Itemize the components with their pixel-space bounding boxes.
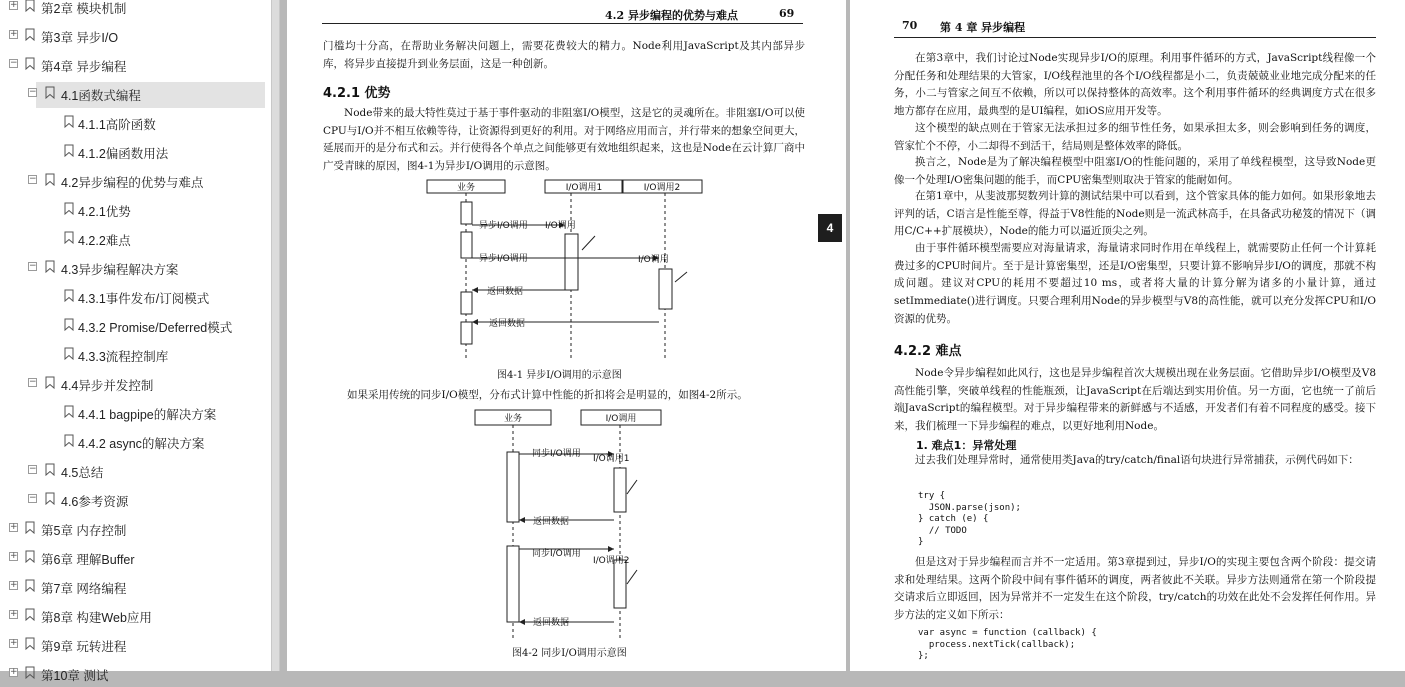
fig2-col2: I/O调用: [605, 414, 637, 424]
toc-item[interactable]: [0, 632, 271, 658]
figure-4-2-caption: 图4-2 同步I/O调用示意图: [512, 648, 627, 659]
fig1-col3: I/O调用2: [643, 183, 681, 193]
expand-toggle-icon[interactable]: −: [29, 261, 37, 271]
expand-toggle-icon[interactable]: −: [10, 58, 18, 68]
paragraph: 门槛均十分高，在帮助业务解决问题上，需要花费较大的精力。Node利用JavaScript及其内部异步库，将异步直接提升到业务层面，这是一种创新。: [323, 40, 805, 70]
fig1-io1: I/O调用: [545, 221, 576, 231]
bookmark-icon: [45, 463, 55, 476]
toc-item-label: 第8章 构建Web应用: [41, 611, 152, 625]
toc-item-label: 4.1.2偏函数用法: [78, 147, 169, 161]
toc-item-label: 第6章 理解Buffer: [41, 553, 135, 567]
toc-item-label: 4.3异步编程解决方案: [61, 263, 179, 277]
paragraph: Node带来的最大特性莫过于基于事件驱动的非阻塞I/O模型，这是它的灵魂所在。非阻塞I/O可以使CPU与I/O并不相互依赖等待，让资源得到更好的利用。对于网络应用而言，并行带来的想象空间更大，延展而开的是分布式和云。并行使得各个单点之间能够更有效地组织起来，这也是Node在云计算厂商中广受青睐的原因，图4-1为异步I/O调用的示意图。: [323, 107, 805, 173]
fig1-call1: 异步I/O调用: [479, 221, 528, 231]
header-rule: [322, 23, 803, 24]
subheading-difficulty-1: 1. 难点1：异常处理: [916, 439, 1017, 452]
paragraph: 但是这对于异步编程而言并不一定适用。第3章提到过，异步I/O的实现主要包含两个阶段：提交请求和处理结果。这两个阶段中间有事件循环的调度，两者彼此不关联。异步方法则通常在第一个阶段提交请求后立即返回，因为异常并不一定发生在这个阶段，try/catch的功效在此处不会发挥任何作用。异步方法的定义如下所示：: [894, 556, 1376, 622]
bookmark-sidebar: [0, 0, 271, 683]
toc-item-label: 4.4异步并发控制: [61, 379, 154, 393]
toc-item[interactable]: [0, 458, 271, 484]
expand-toggle-icon[interactable]: +: [10, 667, 18, 677]
toc-item-label: 4.3.2 Promise/Deferred模式: [78, 321, 233, 335]
paragraph: 在第1章中，从斐波那契数列计算的测试结果中可以看到，这个管家具体的能力如何。如果形象地去评判的话，C语言是性能至尊，得益于V8性能的Node则是一流武林高手，在具备武功秘笈的情况下（调用C/C++扩展模块），Node的能力可以逼近顶尖之列。: [894, 190, 1376, 238]
toc-item[interactable]: [0, 545, 271, 571]
fig2-ret1: 返回数据: [533, 517, 570, 527]
toc-item-label: 4.4.2 async的解决方案: [78, 437, 205, 451]
fig2-call1: 同步I/O调用: [532, 449, 581, 459]
code-block-async-definition: var async = function (callback) { process.nextTick(callback); };: [918, 628, 1097, 661]
bookmark-icon: [64, 144, 74, 157]
bookmark-icon: [64, 434, 74, 447]
toc-item[interactable]: [0, 197, 271, 223]
fig1-io2: I/O调用: [638, 255, 669, 265]
bookmark-icon: [45, 173, 55, 186]
bookmark-icon: [64, 405, 74, 418]
toc-item[interactable]: [0, 574, 271, 600]
toc-item[interactable]: [0, 226, 271, 252]
expand-toggle-icon[interactable]: −: [29, 87, 37, 97]
page-number: 70: [902, 19, 918, 32]
toc-item-label: 4.6参考资源: [61, 495, 129, 509]
toc-item-label: 第5章 内存控制: [41, 524, 127, 538]
toc-item-label: 4.2.2难点: [78, 234, 131, 248]
bookmark-icon: [45, 376, 55, 389]
bookmark-icon: [25, 608, 35, 621]
toc-item-label: 4.2异步编程的优势与难点: [61, 176, 204, 190]
page-69: [287, 0, 846, 671]
bookmark-icon: [25, 28, 35, 41]
toc-item[interactable]: [0, 487, 271, 513]
paragraph: 如果采用传统的同步I/O模型，分布式计算中性能的折扣将会是明显的，如图4-2所示。: [347, 389, 748, 401]
section-heading-4-2-2: 4.2.2 难点: [894, 344, 962, 359]
toc-item[interactable]: [0, 371, 271, 397]
expand-toggle-icon[interactable]: −: [29, 377, 37, 387]
bookmark-icon: [64, 202, 74, 215]
fig1-ret2: 返回数据: [489, 319, 526, 329]
paragraph: 过去我们处理异常时，通常使用类Java的try/catch/final语句块进行异常捕获，示例代码如下：: [915, 454, 1359, 466]
toc-item-label: 第10章 测试: [41, 669, 109, 683]
page-70: [850, 0, 1405, 671]
fig2-col1: 业务: [503, 414, 523, 424]
toc-item[interactable]: [0, 110, 271, 136]
toc-item-label: 第7章 网络编程: [41, 582, 127, 596]
fig1-ret1: 返回数据: [487, 287, 524, 297]
toc-item-label: 4.2.1优势: [78, 205, 131, 219]
expand-toggle-icon[interactable]: −: [29, 493, 37, 503]
fig2-call2: 同步I/O调用: [532, 549, 581, 559]
toc-item-label: 4.3.3流程控制库: [78, 350, 169, 364]
expand-toggle-icon[interactable]: +: [10, 29, 18, 39]
toc-item-label: 第2章 模块机制: [41, 2, 127, 16]
figure-4-1-caption: 图4-1 异步I/O调用的示意图: [497, 370, 622, 381]
paragraph: 在第3章中，我们讨论过Node实现异步I/O的原理。利用事件循环的方式，JavaScript线程像一个分配任务和处理结果的大管家，I/O线程池里的各个I/O线程都是小二，负责兢兢业业地完成分配来的任务，小二与管家之间互不依赖，所以可以保持整体的高效率。这个利用事件循环的经典调度方式在很多地方都存在应用，最典型的是UI编程，如iOS应用开发等。: [894, 52, 1376, 118]
toc-item[interactable]: [0, 23, 271, 49]
bookmark-icon: [45, 492, 55, 505]
toc-item[interactable]: [0, 255, 271, 281]
expand-toggle-icon[interactable]: +: [10, 580, 18, 590]
bookmark-icon: [64, 231, 74, 244]
fig2-io2: I/O调用2: [593, 556, 630, 566]
toc-item[interactable]: [0, 661, 271, 687]
expand-toggle-icon[interactable]: +: [10, 522, 18, 532]
running-header-title: 4.2 异步编程的优势与难点: [605, 9, 738, 22]
section-heading-4-2-1: 4.2.1 优势: [323, 86, 391, 101]
toc-item[interactable]: [0, 313, 271, 339]
toc-item-label: 第3章 异步I/O: [41, 31, 119, 45]
toc-item[interactable]: [0, 400, 271, 426]
toc-item[interactable]: [0, 52, 271, 78]
toc-item[interactable]: [0, 139, 271, 165]
fig1-col2: I/O调用1: [565, 183, 603, 193]
expand-toggle-icon[interactable]: −: [29, 464, 37, 474]
chapter-tab: 4: [818, 214, 842, 242]
bookmark-icon: [25, 57, 35, 70]
expand-toggle-icon[interactable]: +: [10, 0, 18, 10]
sidebar-splitter[interactable]: [271, 0, 280, 671]
expand-toggle-icon[interactable]: +: [10, 638, 18, 648]
toc-item[interactable]: [0, 0, 271, 20]
toc-item-label: 4.1.1高阶函数: [78, 118, 156, 132]
bookmark-icon: [45, 260, 55, 273]
figure-4-1-async-io-diagram: [417, 176, 717, 358]
fig2-io1: I/O调用1: [593, 454, 630, 464]
paragraph: 这个模型的缺点则在于管家无法承担过多的细节性任务，如果承担太多，则会影响到任务的调度，管家忙个不停，小二却得不到活干，结局则是整体效率的降低。: [894, 122, 1376, 152]
paragraph: Node令异步编程如此风行，这也是异步编程首次大规模出现在业务层面。它借助异步I/O模型及V8高性能引擎，突破单线程的性能瓶颈，让JavaScript在后端达到实用价值。另一方面，它也统一了前后端JavaScript的编程模型。对于异步编程带来的新鲜感与不适感，开发者们有着不同程度的感受。接下来，我们梳理一下异步编程的难点，以更好地利用Node。: [894, 367, 1376, 433]
code-block-try-catch: try { JSON.parse(json); } catch (e) { // TODO }: [918, 491, 1021, 547]
bookmark-icon: [25, 579, 35, 592]
bookmark-icon: [25, 666, 35, 679]
fig2-ret2: 返回数据: [533, 618, 570, 628]
toc-item[interactable]: [0, 168, 271, 194]
toc-item[interactable]: [0, 81, 271, 107]
header-rule: [894, 37, 1376, 38]
bookmark-icon: [25, 637, 35, 650]
fig1-col1: 业务: [456, 183, 476, 193]
toc-item[interactable]: [0, 284, 271, 310]
toc-item-label: 第9章 玩转进程: [41, 640, 127, 654]
bookmark-icon: [64, 318, 74, 331]
expand-toggle-icon[interactable]: +: [10, 609, 18, 619]
toc-item-label: 第4章 异步编程: [41, 60, 127, 74]
bookmark-icon: [64, 347, 74, 360]
paragraph: 由于事件循环模型需要应对海量请求，海量请求同时作用在单线程上，就需要防止任何一个计算耗费过多的CPU时间片。至于是计算密集型，还是I/O密集型，只要计算不影响异步I/O的调度，那就不构成问题。建议对CPU的耗用不要超过10 ms，或者将大量的计算分解为诸多的小量计算，通过setImmediate()进行调度。只要合理利用Node的异步模型与V8的高性能，就可以充分发挥CPU和I/O资源的优势。: [894, 242, 1376, 325]
fig1-call2: 异步I/O调用: [479, 254, 528, 264]
toc-item-label: 4.3.1事件发布/订阅模式: [78, 292, 210, 306]
toc-item[interactable]: [0, 429, 271, 455]
bookmark-icon: [25, 550, 35, 563]
expand-toggle-icon[interactable]: −: [29, 174, 37, 184]
toc-item-label: 4.5总结: [61, 466, 104, 480]
figure-4-2-sync-io-diagram: [467, 408, 667, 640]
bookmark-icon: [64, 289, 74, 302]
bookmark-icon: [25, 0, 35, 12]
toc-item[interactable]: [0, 603, 271, 629]
page-number: 69: [779, 7, 795, 20]
running-header-title: 第 4 章 异步编程: [940, 21, 1026, 34]
paragraph: 换言之，Node是为了解决编程模型中阻塞I/O的性能问题的，采用了单线程模型，这导致Node更像一个处理I/O密集问题的能手，而CPU密集型则取决于管家的能耐如何。: [894, 156, 1376, 186]
toc-item[interactable]: [0, 342, 271, 368]
toc-item-label: 4.1函数式编程: [61, 89, 141, 103]
bookmark-icon: [45, 86, 55, 99]
expand-toggle-icon[interactable]: +: [10, 551, 18, 561]
bookmark-icon: [64, 115, 74, 128]
bookmark-icon: [25, 521, 35, 534]
toc-item[interactable]: [0, 516, 271, 542]
toc-item-label: 4.4.1 bagpipe的解决方案: [78, 408, 217, 422]
